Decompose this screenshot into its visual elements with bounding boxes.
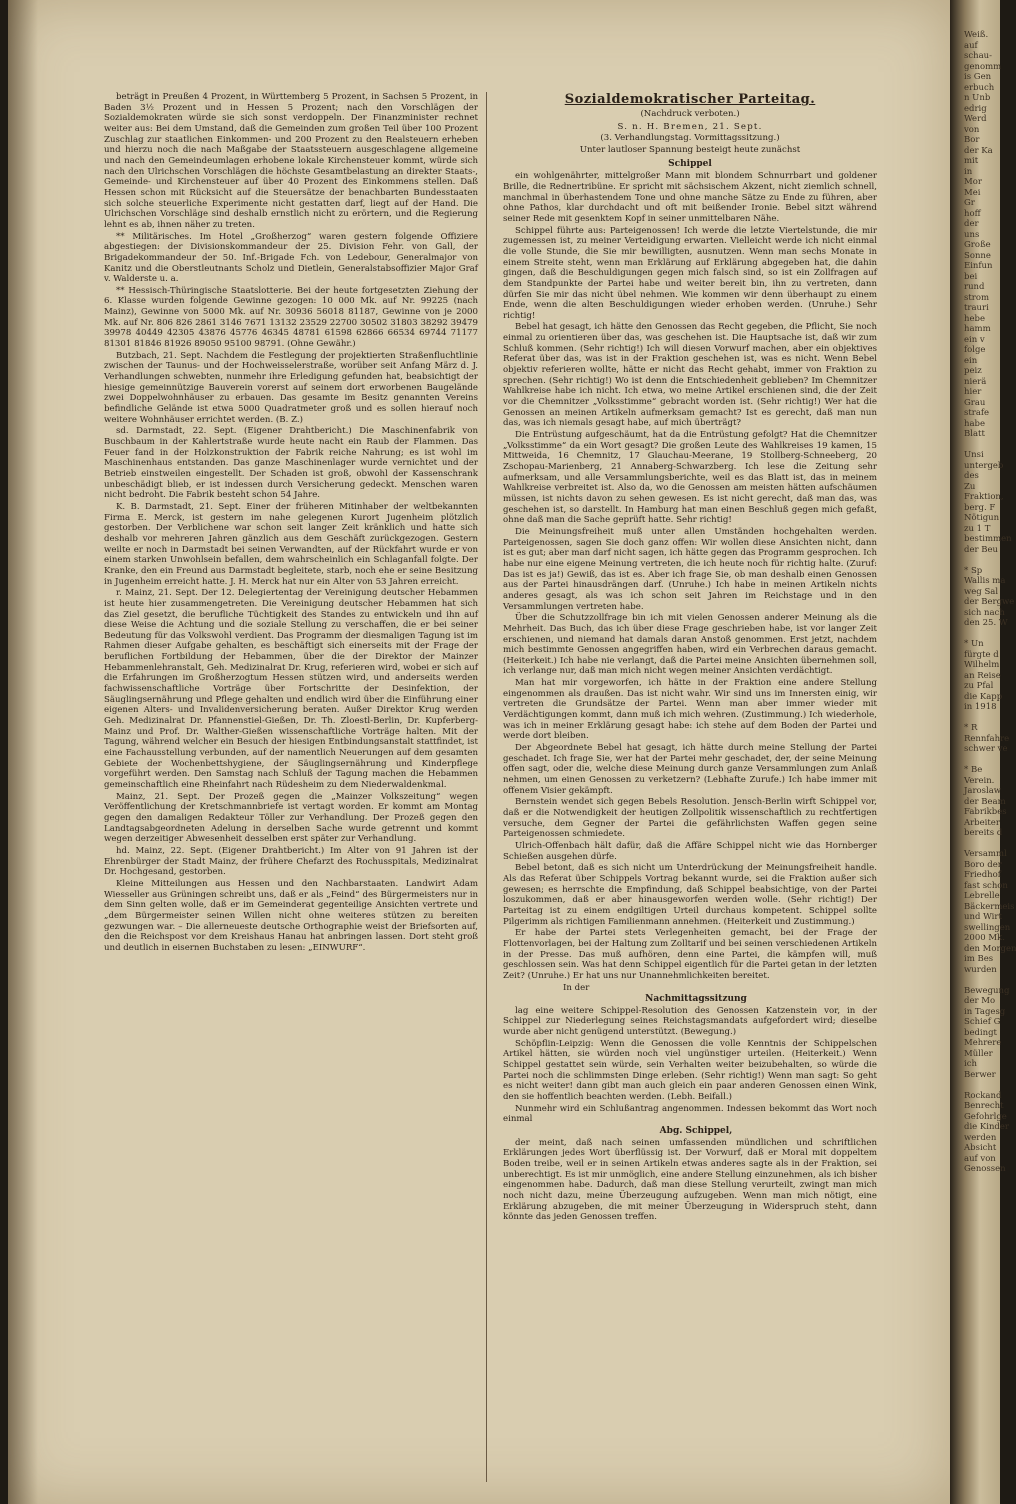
- right-paragraph: Der Abgeordnete Bebel hat gesagt, ich hätte durch meine Stellung der Partei geschadet. Ich frage Sie, wer hat der Partei mehr geschadet, der, der seine Meinung offen sagt, oder die, welche diese Meinung durch ganze Versammlungen zum Anlaß nehmen, um einen Genossen zu verketzern? (Lebhafte Zurufe.) Ich habe immer mit offenem Visier gekämpft.: [503, 743, 877, 796]
- left-paragraph: K. B. Darmstadt, 21. Sept. Einer der früheren Mitinhaber der weltbekannten Firma E. Merck, ist gestern im nahe gelegenen Kurort Jugenheim plötzlich gestorben. Der Verblichene war schon seit langer Zeit kränklich und hatte sich deshalb vor mehreren Jahren gänzlich aus dem Geschäft zurückgezogen. Gestern weilte er noch in Darmstadt bei seinen Verwandten, auf der Rückfahrt wurde er von einem starken Unwohlsein befallen, dem wahrscheinlich ein Schlaganfall folgte. Der Kranke, den ein Freund aus Darmstadt begleitete, starb, noch ehe er seine Besitzung in Jugenheim erreicht hatte. J. H. Merck hat nur ein Alter von 53 Jahren erreicht.: [104, 501, 478, 587]
- left-paragraph: sd. Darmstadt, 22. Sept. (Eigener Drahtbericht.) Die Maschinenfabrik von Buschbaum in der Kahlertstraße wurde heute nacht ein Raub der Flammen. Das Feuer fand in der Holzkonstruktion der Fabrik reiche Nahrung; es ist wohl im Maschinenhaus entstanden. Das ganze Maschinenlager wurde vernichtet und der Betrieb einstweilen eingestellt. Der Schaden ist groß, obwohl der Kassenschrank unbeschädigt blieb, er ist indessen durch Versicherung gedeckt. Menschen waren nicht bedroht. Die Fabrik besteht schon 54 Jahre.: [104, 426, 478, 501]
- adjacent-page-text: Weiß. auf schau- genomm is Gen erbuch n Unb edrig Werd von Bor der Ka mit in Mor Mei Gr hoff der uns Große Sonne Einfun bei rund strom trauri hebe hamm ein v folge ein peiz nierä hier Grau strafe habe Blatt Unsi untergeb des Zu Fraktion, berg. F Nötigun zu 1 T bestimmen der Beu * Sp Wallis ma weg Sal der Bergwe sich nach den 25. W * Un fürgte d Wilhelm an Reise zu Pfal die Kapp in 1918 * R Rennfahre schwer ve * Be Verein. Jaroslaw der Beam Fabrikbes Arbeiter bereits d Versamml Boro der Friedhof fast schon Lebrelle Bäckermeis und Wirt swellingen 2000 Mk. den Morgen im Bes wurden Bewegung der Mo in Tagesg Schief G bedingt Mehrere Müller ich Berwer Rockand Benrecht Gefohrlge die Kinder werden Absicht auf von Genossen: [964, 30, 1016, 1174]
- right-paragraph: Über die Schutzzollfrage bin ich mit vielen Genossen anderer Meinung als die Mehrheit. Das Buch, das ich über diese Frage geschrieben habe, ist vor langer Zeit erschienen, und niemand hat damals daran Anstoß genommen. Erst jetzt, nachdem mich bestimmte Genossen angegriffen haben, wird ein Verbrechen daraus gemacht. (Heiterkeit.) Ich habe nie verlangt, daß die Partei meine Ansichten übernehmen soll, ich verlange nur, daß man mich nicht wegen meiner Ansichten verdächtigt.: [503, 613, 877, 677]
- right-paragraph: Bebel hat gesagt, ich hätte den Genossen das Recht gegeben, die Pflicht, Sie noch einmal zu orientieren über das, was geschehen ist. Die Hauptsache ist, daß wir zum Schluß kommen. (Sehr richtig!) Ich will diesen Vorwurf machen, aber ein objektives Referat über das, was ist in der Fraktion geschehen ist, was es nicht. Wenn Bebel objektiv referieren wollte, hätte er nicht das Recht gehabt, immer von Fraktion zu sprechen. (Sehr richtig!) Wo ist denn die Entschiedenheit geblieben? Im Chemnitzer Wahlkreise habe ich nicht. Ich etwa, wo meine Artikel erschienen sind, die der Zeit vor die Chemnitzer „Volksstimme“ gebracht worden ist. (Sehr richtig!) Wer hat die Genossen an meinen Artikeln aufmerksam gemacht? Ist es gerecht, daß man nun das, was ich niemals gesagt habe, auf mich überträgt?: [503, 322, 877, 429]
- section-heading: Nachmittagssitzung: [645, 994, 747, 1005]
- right-paragraph: Bebel betont, daß es sich nicht um Unterdrückung der Meinungsfreiheit handle. Als das Referat über Schippels Vortrag bekannt wurde, sei die Fraktion außer sich gewesen; es herrschte die Empfindung, daß Schippel beabsichtige, von der Partei loszukommen, daß er aber hinausgeworfen werden wolle. (Sehr richtig!) Der Parteitag ist zu einem endgiltigen Urteil durchaus kompetent. Schippel sollte Pilgerimm als richtigen Familienmann annehmen. (Heiterkeit und Zustimmung.): [503, 863, 877, 927]
- left-paragraph: Kleine Mitteilungen aus Hessen und den Nachbarstaaten. Landwirt Adam Wiesseller aus Grüningen schreibt uns, daß er als „Feind“ des Bürgermeisters nur in dem Sinn gelten wolle, daß er im Gemeinderat gegenteilige Ansichten vertrete und „dem Bürgermeister seinen Willen nicht ohne weiteres stützen zu bereiten gezwungen war. – Die allerneueste deutsche Orthographie weist der Briefsorten auf, den die Reichspost vor dem Kreishaus Hanau hat anbringen lassen. Dort steht groß und deutlich in eisernen Buchstaben zu lesen: „EINWURF“.: [104, 878, 478, 953]
- left-paragraph: Mainz, 21. Sept. Der Prozeß gegen die „Mainzer Volkszeitung“ wegen Veröffentlichung der Kretschmannbriefe ist vertagt worden. Er kommt am Montag gegen den damaligen Redakteur Töller zur Verhandlung. Der Prozeß gegen den Landtagsabgeordneten Adelung in derselben Sache wurde getrennt und kommt wegen derzeitiger Abwesenheit desselben erst später zur Verhandlung.: [104, 791, 478, 845]
- left-paragraph: r. Mainz, 21. Sept. Der 12. Delegiertentag der Vereinigung deutscher Hebammen ist heute hier zusammengetreten. Die Vereinigung deutscher Hebammen hat sich das Ziel gesetzt, die berufliche Tüchtigkeit des Standes zu entwickeln und ihn auf diese Weise die Achtung und die soziale Stellung zu verschaffen, die er bei seiner Bedeutung für das Volkswohl verdient. Das Programm der diesmaligen Tagung ist im Rahmen dieser Aufgabe gehalten, es beschäftigt sich einerseits mit der Frage der beruflichen Fortbildung der Hebammen, über die der Direktor der Mainzer Hebammenlehranstalt, Geh. Medizinalrat Dr. Krug, referieren wird, wobei er sich auf die Erfahrungen im Großherzogtum Hessen stützen wird, und anderseits werden fachwissenschaftliche Vorträge über Fortschritte der Desinfektion, der Säuglingsernährung und Pflege gehalten und endlich wird über die Einführung einer eigenen Alters- und Invalidenversicherung beraten. Außer Direktor Krug werden Geh. Medizinalrat Dr. Pfannenstiel-Gießen, Dr. Th. Zloestl-Berlin, Dr. Kupferberg-Mainz und Prof. Dr. Walther-Gießen wissenschaftliche Vorträge halten. Mit der Tagung, während welcher ein Besuch der hiesigen Entbindungsanstalt stattfindet, ist eine Fachausstellung verbunden, auf der namentlich Neuerungen auf dem gesamten Gebiete der Wochenbettshygiene, der Säuglingsernährung und Kinderpflege vorgeführt werden. Den Samstag nach Schluß der Tagung machen die Hebammen gemeinschaftlich eine Rheinfahrt nach Rüdesheim zu dem Niederwaldenkmal.: [104, 588, 478, 790]
- right-paragraph: Ulrich-Offenbach hält dafür, daß die Affäre Schippel nicht wie das Hornberger Schießen ausgehen dürfe.: [503, 840, 877, 862]
- left-paragraph: beträgt in Preußen 4 Prozent, in Württemberg 5 Prozent, in Sachsen 5 Prozent, in Baden 3½ Prozent und in Hessen 5 Prozent; nach den Vorschlägen der Sozialdemokraten würde sie sich sonst verdoppeln. Der Finanzminister rechnet weiter aus: Bei dem Umstand, daß die Gemeinden zum großen Teil über 100 Prozent Zuschlag zur staatlichen Einkommen- und 200 Prozent zu den Realsteuern erheben und hierzu noch die nach Maßgabe der Staatssteuern ausgeschlagene allgemeine und nach den Gemeindeumlagen erhobene lokale Kirchensteuer kommt, würde sich nach den Ulrichschen Vorschlägen die höchste Gesamtbelastung an direkter Staats-, Gemeinde- und Kirchensteuer auf über 40 Prozent des Einkommens stellen. Daß Hessen schon mit Rücksicht auf die Steuersätze der benachbarten Bundesstaaten sich solche steuerliche Experimente nicht gestatten darf, liegt auf der Hand. Die Ulrichschen Vorschläge sind deshalb ernstlich nicht zu erörtern, und die Regierung lehnt es ab, ihnen näher zu treten.: [104, 92, 478, 230]
- article-session: (3. Verhandlungstag. Vormittagssitzung.): [600, 133, 780, 144]
- right-column-body: [503, 171, 877, 1223]
- column-rule: [486, 92, 487, 1482]
- left-paragraph: ** Militärisches. Im Hotel „Großherzog“ waren gestern folgende Offiziere abgestiegen: der Divisionskommandeur der 25. Division Fehr. von Gall, der Brigadekommandeur der 50. Inf.-Brigade Fch. von Ledebour, Generalmajor von Kanitz und die Oberstleutnants Scholz und Dietlein, Generalstabsoffizier Major Graf v. Walderste u. a.: [104, 231, 478, 285]
- article-dateline: S. n. H. Bremen, 21. Sept.: [617, 121, 763, 132]
- right-paragraph: ein wohlgenährter, mittelgroßer Mann mit blondem Schnurrbart und goldener Brille, die Rednertribüne. Er spricht mit sächsischem Akzent, nicht ziemlich schnell, manchmal in überhastendem Tone und ohne manche Sätze zu Ende zu führen, aber ohne Pathos, klar durchdacht und oft mit beißender Ironie. Bebel sitzt während seiner Rede mit gesenktem Kopf in seiner unmittelbaren Nähe.: [503, 171, 877, 224]
- page-edge-shadow: [8, 0, 38, 1504]
- left-paragraph: hd. Mainz, 22. Sept. (Eigener Drahtbericht.) Im Alter von 91 Jahren ist der Ehrenbürger der Stadt Mainz, der frühere Chefarzt des Rochusspitals, Medizinalrat Dr. Hochgesand, gestorben.: [104, 845, 478, 878]
- right-paragraph: Schippel führte aus: Parteigenossen! Ich werde die letzte Viertelstunde, die mir zugemessen ist, zu meiner Verteidigung erwarten. Vielleicht werde ich nicht einmal die volle Stunde, die Sie mir bewilligten, ausnutzen. Wenn man sechs Monate in einem Streite steht, wenn man Erklärung auf Erklärung abgegeben hat, die dahin gingen, daß die Beschuldigungen gegen mich falsch sind, so ist ein Zollfragen auf dem Standpunkte der Partei habe und weiter bereit bin, ihn zu vertreten, dann dürfen Sie mir das nicht übel nehmen. Wie kommen wir denn überhaupt zu einem Ende, wenn die alten Beschuldigungen wieder erhoben werden. (Unruhe.) Sehr richtig!: [503, 225, 877, 321]
- right-paragraph: Man hat mir vorgeworfen, ich hätte in der Fraktion eine andere Stellung eingenommen als draußen. Das ist nicht wahr. Wir sind uns im Innersten einig, wir vertreten die Grundsätze der Partei. Wenn man aber immer wieder mit Verdächtigungen kommt, dann muß ich mich wehren. (Zustimmung.) Ich wiederhole, was ich in meiner Erklärung gesagt habe: ich stehe auf dem Boden der Partei und werde dort bleiben.: [503, 678, 877, 742]
- left-column: [104, 92, 478, 1497]
- right-paragraph: der meint, daß nach seinen umfassenden mündlichen und schriftlichen Erklärungen jedes Wort überflüssig ist. Der Vorwurf, daß er Moral mit doppeltem Boden treibe, weil er in seinen Artikeln etwas anderes sagte als in der Fraktion, sei unberechtigt. Es ist mir unmöglich, eine andere Stellung einzunehmen, als ich bisher eingenommen habe. Dadurch, daß man diese Stellung verurteilt, zwingt man mich noch nicht dazu, meine Überzeugung aufzugeben. Wenn man mich nötigt, eine Erklärung abzugeben, die mit meiner Überzeugung in Widerspruch steht, dann könnte das jeden Genossen treffen.: [503, 1137, 877, 1223]
- right-paragraph: In der: [563, 982, 590, 993]
- article-title: Sozialdemokratischer Parteitag.: [564, 92, 816, 107]
- left-paragraph: ** Hessisch-Thüringische Staatslotterie. Bei der heute fortgesetzten Ziehung der 6. Klasse wurden folgende Gewinne gezogen: 10 000 Mk. auf Nr. 99225 (nach Mainz), Gewinne von 5000 Mk. auf Nr. 30936 56018 81187, Gewinne von je 2000 Mk. auf Nr. 806 826 2861 3146 7671 13132 23529 22700 30502 31803 38292 39479 39978 40449 42305 43876 45776 46345 48781 61598 62866 66534 69744 71177 81301 81846 81926 89050 95100 98791. (Ohne Gewähr.): [104, 285, 478, 350]
- right-paragraph: Die Entrüstung aufgeschäumt, hat da die Entrüstung gefolgt? Hat die Chemnitzer „Volksstimme“ da ein Wort gesagt? Die großen Leute des Wahlkreises 19 kamen, 15 Mittweida, 16 Chemnitz, 17 Glauchau-Meerane, 19 Stollberg-Schneeberg, 20 Zschopau-Marienberg, 21 Annaberg-Schwarzberg. Ich lese die Zeitung sehr aufmerksam, und alle Versammlungsberichte, weil es das Blatt ist, das in meinem Wahlkreise verbreitet ist. Also da, wo die Genossen am meisten hätten aufschäumen müssen, ist nichts davon zu sehen gewesen. Es ist nicht gerecht, daß man das, was geschehen ist, so darstellt. In Hamburg hat man einen Beschluß gegen mich gefaßt, ohne daß man die Sache geprüft hatte. Sehr richtig!: [503, 430, 877, 526]
- section-heading: Abg. Schippel,: [659, 1126, 733, 1137]
- left-paragraph: Butzbach, 21. Sept. Nachdem die Festlegung der projektierten Straßenfluchtlinie zwischen der Taunus- und der Hochweisselerstraße, worüber seit Anfang März d. J. Verhandlungen schwebten, nunmehr ihre Erledigung gefunden hat, beabsichtigt der hiesige gemeinnützige Bauverein vorerst auf seinem dort erworbenen Baugelände zwei Doppelwohnhäuser zu erbauen. Das gesamte im Besitz genannten Vereins befindliche Gelände ist etwa 5000 Quadratmeter groß und es sollen hierauf noch weitere Wohnhäuser errichtet werden. (B. Z.): [104, 350, 478, 425]
- right-paragraph: Er habe der Partei stets Verlegenheiten gemacht, bei der Frage der Flottenvorlagen, bei der Haltung zum Zolltarif und bei seinen verschiedenen Artikeln in der Presse. Das muß aufhören, denn eine Partei, die kämpfen will, muß geschlossen sein. Was hat denn Schippel eigentlich für die Partei getan in der letzten Zeit? (Unruhe.) Er hat uns nur Unannehmlichkeiten bereitet.: [503, 928, 877, 981]
- article-note: (Nachdruck verboten.): [640, 109, 740, 119]
- newspaper-page: [8, 0, 950, 1504]
- right-paragraph: Die Meinungsfreiheit muß unter allen Umständen hochgehalten werden. Parteigenossen, sagen Sie doch ganz offen: Wir wollen diese Ansichten nicht, dann ist es gut; aber man darf nicht sagen, ich hätte gegen das Programm gesprochen. Ich habe nur eine eigene Meinung vertreten, die ich heute noch für richtig halte. (Zuruf: Das ist es ja!) Gewiß, das ist es. Aber ich frage Sie, ob man deshalb einen Genossen aus der Partei hinausdrängen darf. (Unruhe.) Ich habe in meinen Artikeln nichts anderes gesagt, als was ich schon seit Jahren im Reichstage und in den Versammlungen vertreten habe.: [503, 526, 877, 612]
- right-paragraph: lag eine weitere Schippel-Resolution des Genossen Katzenstein vor, in der Schippel zur Niederlegung seines Reichstagsmandats aufgefordert wird; dieselbe wurde aber nicht genügend unterstützt. (Bewegung.): [503, 1005, 877, 1038]
- adjacent-page-edge: [950, 0, 1016, 1504]
- speaker-heading: Schippel: [668, 158, 712, 169]
- right-paragraph: Bernstein wendet sich gegen Bebels Resolution. Jensch-Berlin wirft Schippel vor, daß er die Notwendigkeit der heutigen Zollpolitik wissenschaftlich zu rechtfertigen versuche, dem Gegner der Partei die gefährlichsten Waffen gegen seine Parteigenossen schmiedete.: [503, 797, 877, 840]
- right-paragraph: Nunmehr wird ein Schlußantrag angenommen. Indessen bekommt das Wort noch einmal: [503, 1103, 877, 1125]
- article-intro: Unter lautloser Spannung besteigt heute zunächst: [579, 144, 801, 155]
- right-column: [503, 92, 877, 1497]
- right-paragraph: Schöpflin-Leipzig: Wenn die Genossen die volle Kenntnis der Schippelschen Artikel hätten, sie würden noch viel ungünstiger urteilen. (Heiterkeit.) Wenn Schippel gestattet sein würde, sein Verhalten weiter beizubehalten, so würde die Partei noch die schlimmsten Dinge erleben. (Sehr richtig!) Wenn man sagt: So geht es nicht weiter! dann gibt man auch gleich ein paar anderen Genossen einen Wink, den sie hoffentlich beachten werden. (Lebh. Beifall.): [503, 1038, 877, 1103]
